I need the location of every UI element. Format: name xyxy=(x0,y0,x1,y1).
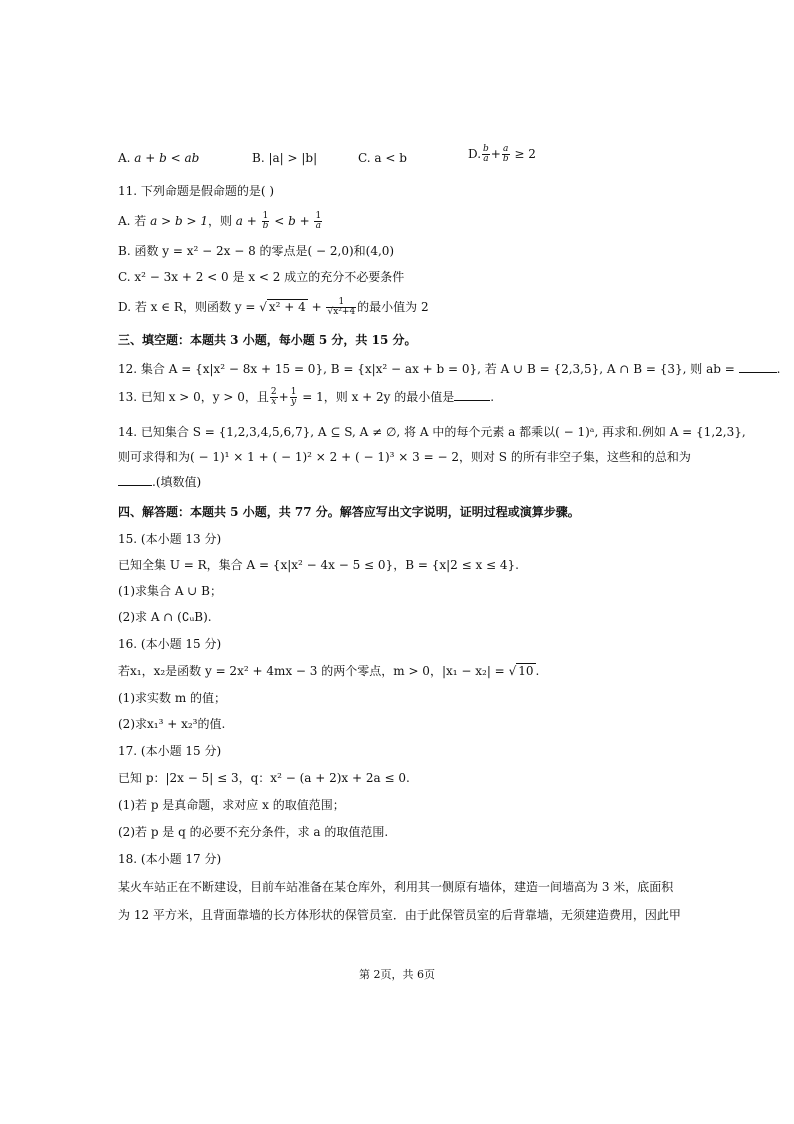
q13: 13. 已知 x > 0，y > 0，且 $\frac{2}{x}$ + $\frac{1}{y}$ = 1，则 x + 2y 的最小值是 . xyxy=(118,387,495,407)
q14-line-2: 则可求得和为( − 1)¹ × 1 + ( − 1)² × 2 + ( − 1)³ × 3 = − 2，则对 S 的所有非空子集，这些和的总和为 xyxy=(118,450,691,464)
q15-part-2: (2)求 A ∩ (∁ᵤB). xyxy=(118,610,212,624)
q11-option-c: C. x² − 3x + 2 < 0 是 x < 2 成立的充分不必要条件 xyxy=(118,270,405,284)
q11-option-d: D. 若 x ∈ R，则函数 y = √ x² + 4 + $\frac{1}{\text{√x²+4}}$ 的最小值为 2 xyxy=(118,297,429,317)
q11-stem: 11. 下列命题是假命题的是( ) xyxy=(118,184,275,198)
q14-line-3: .(填数值) xyxy=(118,473,201,491)
q16-given: 若x₁，x₂是函数 y = 2x² + 4mx − 3 的两个零点，m > 0，|x₁ − x₂| = √ 10 . xyxy=(118,664,540,678)
q18-line-1: 某火车站正在不断建设，目前车站准备在某仓库外，利用其一侧原有墙体，建造一间墙高为 3 米，底面积 xyxy=(118,880,674,894)
q10-option-a: A. a + b < ab xyxy=(118,151,200,165)
q13-answer-blank[interactable] xyxy=(454,388,490,401)
section-4-heading: 四、解答题：本题共 5 小题，共 77 分。解答应写出文字说明，证明过程或演算步骤。 xyxy=(118,505,580,519)
q17-part-2: (2)若 p 是 q 的必要不充分条件，求 a 的取值范围. xyxy=(118,825,389,839)
q14-line-1: 14. 已知集合 S = {1,2,3,4,5,6,7}, A ⊆ S, A ≠ ∅, 将 A 中的每个元素 a 都乘以( − 1)ᵃ, 再求和.例如 A = {1,2,3}, xyxy=(118,425,746,439)
q10-options xyxy=(118,144,678,167)
page-number-footer: 第 2页，共 6页 xyxy=(359,968,435,981)
q17-part-1: (1)若 p 是真命题，求对应 x 的取值范围； xyxy=(118,798,345,812)
q18-heading: 18. (本小题 17 分) xyxy=(118,852,222,866)
q14-answer-blank[interactable] xyxy=(118,473,152,486)
q16-part-2: (2)求x₁³ + x₂³的值. xyxy=(118,717,226,731)
q12: 12. 集合 A = {x|x² − 8x + 15 = 0}, B = {x|x² − ax + b = 0}, 若 A ∪ B = {2,3,5}, A ∩ B = {3}, 则 ab = . xyxy=(118,362,781,376)
section-3-heading: 三、填空题：本题共 3 小题，每小题 5 分，共 15 分。 xyxy=(118,333,417,347)
q15-heading: 15. (本小题 13 分) xyxy=(118,532,222,546)
q10-option-c: C. a < b xyxy=(358,151,407,165)
q15-part-1: (1)求集合 A ∪ B； xyxy=(118,584,222,598)
q15-given: 已知全集 U = R，集合 A = {x|x² − 4x − 5 ≤ 0}，B = {x|2 ≤ x ≤ 4}. xyxy=(118,558,519,572)
q12-answer-blank[interactable] xyxy=(739,360,777,373)
q11-option-b: B. 函数 y = x² − 2x − 8 的零点是( − 2,0)和(4,0) xyxy=(118,244,395,258)
q10-option-b: B. |a| > |b| xyxy=(252,151,318,165)
q17-heading: 17. (本小题 15 分) xyxy=(118,744,222,758)
q11-option-a: A. 若 a > b > 1，则 a + $\frac{1}{b}$ < b + $\frac{1}{a}$ xyxy=(118,211,322,231)
q18-line-2: 为 12 平方米，且背面靠墙的长方体形状的保管员室．由于此保管员室的后背靠墙，无须建造费用，因此甲 xyxy=(118,908,681,922)
q16-heading: 16. (本小题 15 分) xyxy=(118,637,222,651)
q10-option-d: D. $\frac{b}{a}$ + $\frac{a}{b}$ ≥ 2 xyxy=(468,144,536,164)
q16-part-1: (1)求实数 m 的值； xyxy=(118,691,227,705)
q17-given: 已知 p：|2x − 5| ≤ 3，q：x² − (a + 2)x + 2a ≤ 0. xyxy=(118,771,410,785)
